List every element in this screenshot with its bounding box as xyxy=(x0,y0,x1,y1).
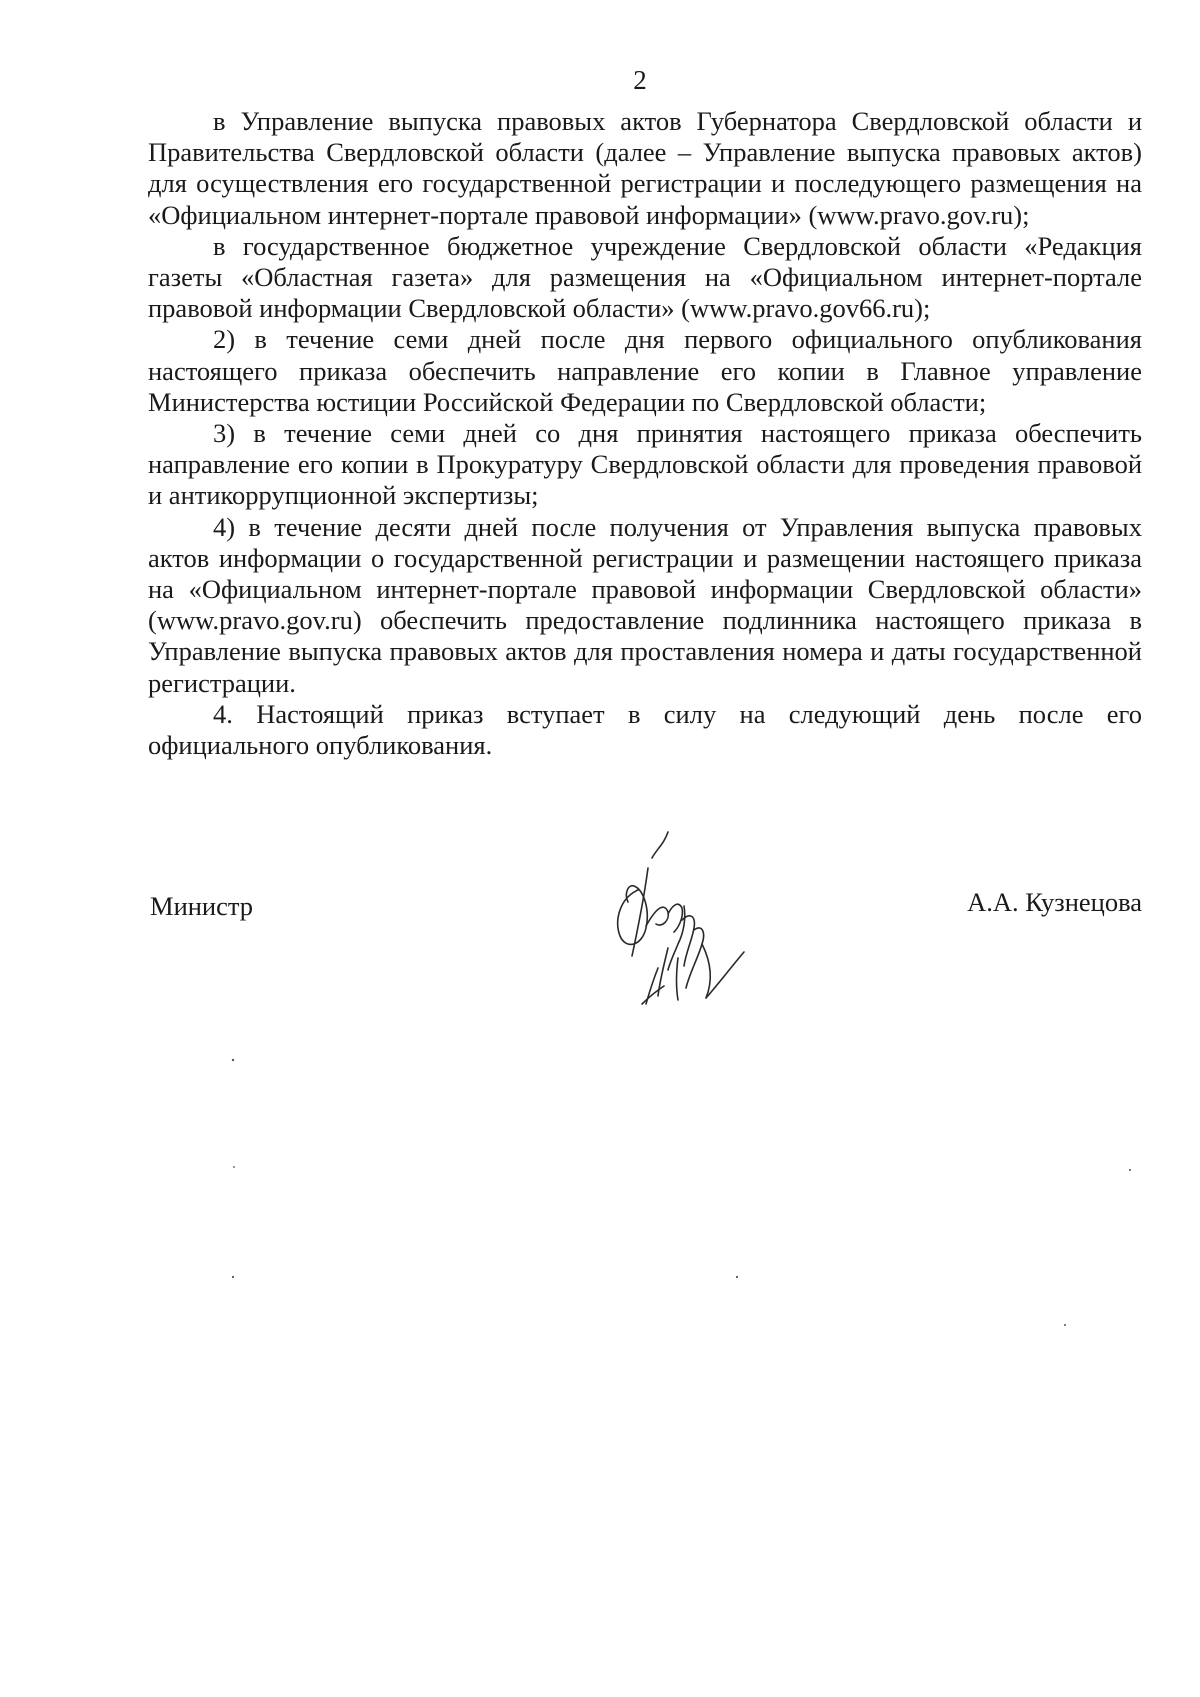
page-number: 2 xyxy=(633,65,647,95)
paragraph-effective-date: 4. Настоящий приказ вступает в силу на следующий день после его официального опубликования. xyxy=(148,698,1142,761)
paragraph-item-3: 3) в течение семи дней со дня принятия настоящего приказа обеспечить направление его копии в Прокуратуру Свердловской области для проведения правовой и антикоррупционной экспертизы; xyxy=(148,418,1142,511)
signer-position: Министр xyxy=(150,891,254,921)
document-body xyxy=(148,106,1142,761)
paragraph-item-2: 2) в течение семи дней после дня первого официального опубликования настоящего приказа обеспечить направление его копии в Главное управление Министерства юстиции Российской Федерации по Свердловской области; xyxy=(148,324,1142,417)
handwritten-signature xyxy=(598,828,748,1008)
paragraph-legal-acts-department: в Управление выпуска правовых актов Губернатора Свердловской области и Правительства Свердловской области (далее – Управление выпуска правовых актов) для осуществления его государственной регистрации и последующего размещения на «Официальном интернет-портале правовой информации» (www.pravo.gov.ru); xyxy=(148,106,1142,230)
paragraph-item-4: 4) в течение десяти дней после получения от Управления выпуска правовых актов информации о государственной регистрации и размещении настоящего приказа на «Официальном интернет-портале правовой информации Свердловской области» (www.pravo.gov.ru) обеспечить предоставление подлинника настоящего приказа в Управление выпуска правовых актов для проставления номера и даты государственной регистрации. xyxy=(148,511,1142,698)
paragraph-regional-newspaper: в государственное бюджетное учреждение Свердловской области «Редакция газеты «Областная газета» для размещения на «Официальном интернет-портале правовой информации Свердловской области» (www.pravo.gov66.ru); xyxy=(148,230,1142,324)
signer-name: А.А. Кузнецова xyxy=(967,887,1142,917)
